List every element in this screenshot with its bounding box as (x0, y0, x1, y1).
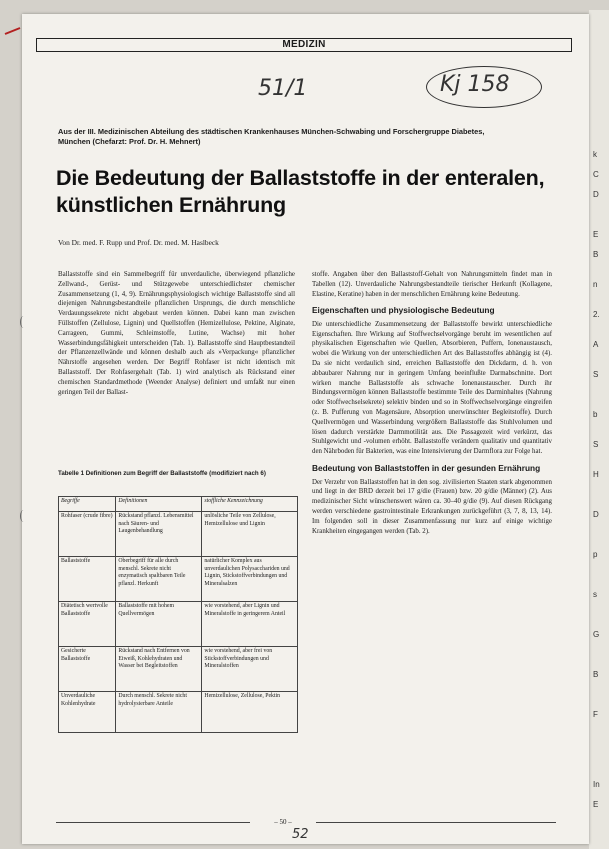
table-row (59, 692, 298, 733)
table-cell: Diätetisch wertvolle Ballaststoffe (59, 602, 116, 647)
body-paragraph: Der Verzehr von Ballaststoffen hat in den sog. zivilisierten Staaten stark abgenommen und liegt in der BRD derzeit bei 17 g/die (Frauen) bzw. 20 g/die (Männer) (2). Aus medizinischer Sicht wünschenswert wären ca. 30–40 g/die (9). Auf diesen Rückgang werden verschiedene gastrointestinale Erkrankungen zurückgeführt (3, 7, 8, 13, 14). Im folgenden soll in dieser Zusammenfassung nur kurz auf einige wichtige Krankheiten eingegangen werden (Tab. 2). (312, 478, 552, 535)
section-heading: Eigenschaften und physiologische Bedeutung (312, 305, 495, 316)
institution-line: Aus der III. Medizinischen Abteilung des städtischen Krankenhauses München-Schwabing und Forschergruppe Diabetes, München (Chefarzt: Prof. Dr. H. Mehnert) (58, 127, 485, 146)
table-cell: Rückstand nach Entfernen von Eiweiß, Kohlehydraten und Wasser bei Begleitstoffen (116, 647, 202, 692)
table-row (59, 557, 298, 602)
table-cell: Durch menschl. Sekrete nicht hydrolysierbare Anteile (116, 692, 202, 733)
table-header: stoffliche Kennzeichnung (202, 497, 298, 512)
page-number: – 50 – (250, 818, 316, 826)
punch-hole-mark (20, 510, 27, 522)
table-cell: Rückstand pflanzl. Lebensmittel nach Säuren- und Laugenbehandlung (116, 512, 202, 557)
handwritten-note: 51/1 (258, 76, 308, 101)
table-caption: Tabelle 1 Definitionen zum Begriff der Ballaststoffe (modifiziert nach 6) (58, 470, 266, 477)
table-header: Begriffe (59, 497, 116, 512)
left-column (58, 270, 295, 397)
table-header-row (59, 497, 298, 512)
body-paragraph: stoffe. Angaben über den Ballaststoff-Gehalt von Nahrungsmitteln findet man in Tabellen (12). Unverdauliche Nahrungsbestandteile tierischer Herkunft (Kollagene, Elastine, Keratine) haben in der menschlichen Ernährung keine Bedeutung. (312, 271, 552, 298)
adjacent-page-strip: k C D E B n 2. A S b S H D p s G B F In E (589, 10, 609, 849)
handwritten-note-circled: Kj 158 (440, 72, 510, 97)
table-cell: Rohfaser (crude fibre) (59, 512, 116, 557)
table-cell: wie vorstehend, aber frei von Stickstoffverbindungen und Mineralstoffen (202, 647, 298, 692)
body-paragraph: Die unterschiedliche Zusammensetzung der Ballaststoffe bewirkt unterschiedliche Eigenschaften. Ihre Wirkung auf Stoffwechselvorgänge beruht im wesentlichen auf physikalischen Eigenschaften wie Quellen, Absorbieren, Puffern, Ionenaustausch, wobei die Wirkung von der unterschiedlichen Art des Ballaststoffes abhängig ist (4). Da sie nicht verdaulich sind, erreichen Ballaststoffe den Dickdarm, d. h. von abbaubarer Nahrung nur in geringem Umfang beeinflußte Darmabschnitte. Dort wirken manche Ballaststoffe als schwache Ionenaustauscher. Durch ihr Bindungsvermögen können Ballaststoffe bestimmte Teile des Darminhaltes (Nahrung oder Stoffwechselsekrete) selektiv binden und so in Stoffwechselvorgänge eingreifen (z. B. Pufferung von Magensäure, Absorption unerwünschter Begleitstoffe). Durch Quellvermögen und Wasserbindung vergrößern Ballaststoffe das Stuhlvolumen und lösen dadurch verstärkte Darmmotilität aus. Die Passagezeit wird verkürzt, das Stuhlgewicht und -volumen erhöht. Ballaststoffe verändern qualitativ und quantitativ den Nährboden für Bakterien, was eine Intensivierung der Darmflora zur Folge hat. (312, 320, 552, 456)
table-cell: Gesicherte Ballaststoffe (59, 647, 116, 692)
table-cell: Oberbegriff für alle durch menschl. Sekrete nicht enzymatisch spaltbaren Teile pflanzl. Herkunft (116, 557, 202, 602)
table-row (59, 512, 298, 557)
table-cell: Ballaststoffe mit hohem Quellvermögen (116, 602, 202, 647)
handwritten-page-number: 52 (292, 827, 309, 842)
table-row (59, 602, 298, 647)
pen-mark-icon (4, 24, 22, 38)
table-cell: Ballaststoffe (59, 557, 116, 602)
section-heading: Bedeutung von Ballaststoffen in der gesunden Ernährung (312, 463, 541, 474)
table-cell: wie vorstehend, aber Lignin und Mineralstoffe in geringerem Anteil (202, 602, 298, 647)
table-cell: unlösliche Teile von Zellulose, Hemizellulose und Lignin (202, 512, 298, 557)
table-cell: natürlicher Komplex aus unverdaulichen Polysacchariden und Lignin, Stickstoffverbindungen und Mineralsalzen (202, 557, 298, 602)
definitions-table (58, 496, 298, 733)
table-row (59, 647, 298, 692)
table-header: Definitionen (116, 497, 202, 512)
author-line: Von Dr. med. F. Rupp und Prof. Dr. med. M. Haslbeck (58, 238, 219, 247)
right-column (312, 270, 552, 536)
punch-hole-mark (20, 316, 27, 328)
body-paragraph: Ballaststoffe sind ein Sammelbegriff für unverdauliche, überwiegend pflanzliche Zellwand-, Gerüst- und Stützgewebe unterschiedlichster chemischer Zusammensetzung (1, 4, 9). Ernährungsphysiologisch wichtige Ballaststoffe sind all diejenigen Nahrungsbestandteile pflanzlichen Ursprungs, die durch menschliche Verdauungssekrete nicht abgebaut werden können. Dabei kann man zwischen Füllstoffen (Zellulose, Lignin) und Quellstoffen (Hemizellulose, Pektine, Alginate, Carrageen, Gummi, Schleimstoffe, Lutine, Wachse) mit hoher Wasserbindungsfähigkeit unterscheiden (Tab. 1). Ballaststoffe sind Hauptbestandteil der Pflanzenzellwände und können deshalb auch als »Verpackung« pflanzlicher Nährstoffe angesehen werden. Der Begriff Rohfaser ist nicht identisch mit Ballaststoff. Der Rohfasergehalt (Tab. 1) wird analytisch als Rückstand einer chemischen Standardmethode (Weender Analyse) definiert und umfaßt nur einen geringen Teil der Ballast- (58, 271, 295, 396)
table-cell: Unverdauliche Kohlenhydrate (59, 692, 116, 733)
article-title: Die Bedeutung der Ballaststoffe in der enteralen, künstlichen Ernährung (56, 166, 545, 217)
table-cell: Hemizellulose, Zellulose, Pektin (202, 692, 298, 733)
section-header: MEDIZIN (36, 38, 572, 52)
